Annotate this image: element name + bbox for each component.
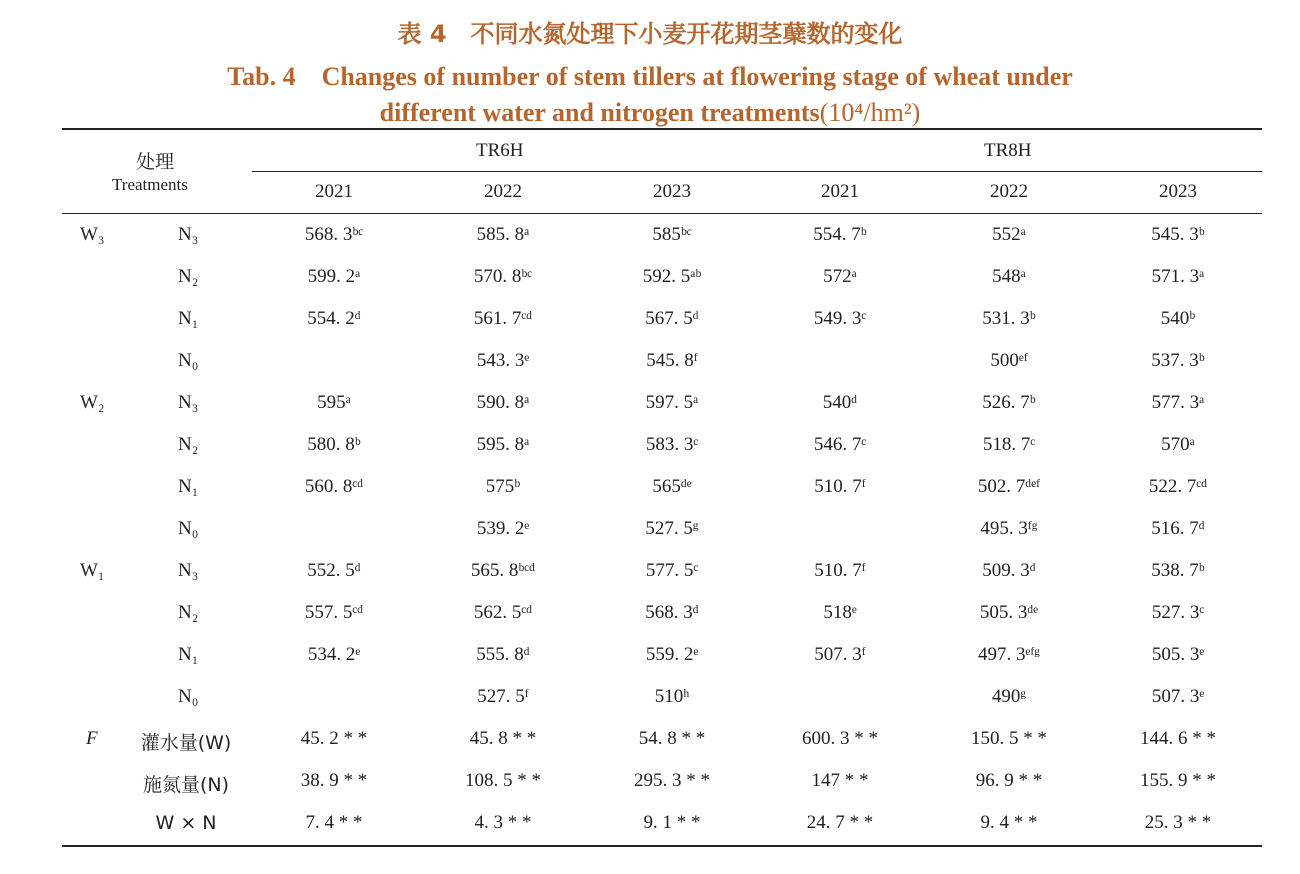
table-cell: 527. 5ᶠ <box>477 686 529 707</box>
f-value-cell: 38. 9 * * <box>300 770 368 791</box>
table-cell: 565ᵈᵉ <box>652 476 692 497</box>
nitrogen-level-label: N₃ <box>178 560 199 581</box>
table-cell: 585ᵇᶜ <box>652 224 692 245</box>
nitrogen-level-label: N₀ <box>178 518 199 539</box>
table-cell: 540ᵇ <box>1160 308 1196 329</box>
table-cell: 597. 5ᵃ <box>645 392 699 413</box>
f-value-cell: 144. 6 * * <box>1140 728 1216 749</box>
table-cell: 545. 3ᵇ <box>1151 224 1205 245</box>
table-cell: 540ᵈ <box>822 392 858 413</box>
table-cell: 507. 3ᵉ <box>1151 686 1205 707</box>
table-cell: 502. 7ᵈᵉᶠ <box>977 476 1041 497</box>
f-value-cell: 108. 5 * * <box>465 770 541 791</box>
f-value-cell: 600. 3 * * <box>802 728 878 749</box>
water-level-label: W₁ <box>80 560 105 581</box>
table-cell: 543. 3ᵉ <box>476 350 530 371</box>
nitrogen-level-label: N₁ <box>178 644 199 665</box>
table-cell: 560. 8ᶜᵈ <box>304 476 364 497</box>
table-cell: 495. 3ᶠᵍ <box>980 518 1038 539</box>
table-cell: 580. 8ᵇ <box>307 434 361 455</box>
table-cell: 561. 7ᶜᵈ <box>473 308 533 329</box>
table-title-en-line1: Tab. 4 Changes of number of stem tillers at flowering stage of wheat under <box>227 62 1073 91</box>
f-value-cell: 24. 7 * * <box>806 812 874 833</box>
table-cell: 562. 5ᶜᵈ <box>473 602 533 623</box>
table-cell: 548ᵃ <box>992 266 1026 287</box>
table-cell: 595ᵃ <box>317 392 351 413</box>
table-cell: 490ᵍ <box>991 686 1027 707</box>
table-cell: 507. 3ᶠ <box>814 644 866 665</box>
table-cell: 510. 7ᶠ <box>814 476 866 497</box>
f-value-cell: 155. 9 * * <box>1140 770 1216 791</box>
table-cell: 522. 7ᶜᵈ <box>1148 476 1208 497</box>
table-cell: 554. 2ᵈ <box>307 308 361 329</box>
table-cell: 552. 5ᵈ <box>307 560 361 581</box>
bottom-rule <box>62 845 1262 847</box>
table-cell: 505. 3ᵈᵉ <box>979 602 1039 623</box>
nitrogen-level-label: N₃ <box>178 392 199 413</box>
table-cell: 568. 3ᵇᶜ <box>304 224 364 245</box>
table-cell: 534. 2ᵉ <box>307 644 361 665</box>
table-unit: (10⁴/hm²) <box>819 98 921 127</box>
f-value-cell: 147 * * <box>811 770 869 791</box>
table-title-en-line2 <box>0 98 1300 128</box>
nitrogen-level-label: N₂ <box>178 266 199 287</box>
table-cell: 577. 3ᵃ <box>1151 392 1205 413</box>
table-cell: 500ᵉᶠ <box>990 350 1028 371</box>
treatments-header-en: Treatments <box>112 175 188 194</box>
treatments-header-cn: 处理 <box>136 151 175 173</box>
f-statistic-label: F <box>86 728 98 749</box>
table-cell: 590. 8ᵃ <box>476 392 530 413</box>
table-cell: 599. 2ᵃ <box>307 266 361 287</box>
table-cell: 592. 5ᵃᵇ <box>642 266 702 287</box>
nitrogen-level-label: N₀ <box>178 350 199 371</box>
f-factor-label: 施氮量(N) <box>142 774 230 796</box>
table-cell: 545. 8ᶠ <box>646 350 698 371</box>
table-cell: 527. 5ᵍ <box>645 518 699 539</box>
year-header-cell: 2022 <box>990 181 1028 202</box>
f-value-cell: 9. 4 * * <box>980 812 1038 833</box>
table-cell: 497. 3ᵉᶠᵍ <box>977 644 1041 665</box>
water-level-label: W₂ <box>80 392 105 413</box>
year-header-cell: 2021 <box>821 181 859 202</box>
table-cell: 539. 2ᵉ <box>476 518 530 539</box>
f-value-cell: 295. 3 * * <box>634 770 710 791</box>
table-cell: 565. 8ᵇᶜᵈ <box>470 560 536 581</box>
group-header-tr8h: TR8H <box>984 140 1032 161</box>
table-cell: 526. 7ᵇ <box>982 392 1036 413</box>
table-cell: 583. 3ᶜ <box>645 434 699 455</box>
table-cell: 577. 5ᶜ <box>645 560 699 581</box>
nitrogen-level-label: N₁ <box>178 476 199 497</box>
year-header-cell: 2021 <box>315 181 353 202</box>
table-cell: 568. 3ᵈ <box>645 602 699 623</box>
table-cell: 572ᵃ <box>823 266 857 287</box>
table-cell: 559. 2ᵉ <box>645 644 699 665</box>
group-header-tr6h: TR6H <box>476 140 524 161</box>
nitrogen-level-label: N₂ <box>178 602 199 623</box>
water-level-label: W₃ <box>80 224 105 245</box>
group-rule <box>252 171 1262 172</box>
table-cell: 505. 3ᵉ <box>1151 644 1205 665</box>
table-cell: 527. 3ᶜ <box>1151 602 1205 623</box>
table-cell: 549. 3ᶜ <box>813 308 867 329</box>
table-title-cn: 表 4 不同水氮处理下小麦开花期茎蘖数的变化 <box>397 20 903 48</box>
table-cell: 557. 5ᶜᵈ <box>304 602 364 623</box>
f-value-cell: 96. 9 * * <box>975 770 1043 791</box>
top-rule <box>62 128 1262 130</box>
nitrogen-level-label: N₁ <box>178 308 199 329</box>
nitrogen-level-label: N₂ <box>178 434 199 455</box>
table-cell: 567. 5ᵈ <box>645 308 699 329</box>
table-cell: 518ᵉ <box>823 602 857 623</box>
table-cell: 509. 3ᵈ <box>982 560 1036 581</box>
table-cell: 555. 8ᵈ <box>476 644 530 665</box>
f-value-cell: 4. 3 * * <box>474 812 532 833</box>
table-cell: 531. 3ᵇ <box>982 308 1036 329</box>
year-header-cell: 2023 <box>1159 181 1197 202</box>
nitrogen-level-label: N₃ <box>178 224 199 245</box>
table-cell: 537. 3ᵇ <box>1151 350 1205 371</box>
nitrogen-level-label: N₀ <box>178 686 199 707</box>
table-cell: 554. 7ᵇ <box>813 224 867 245</box>
header-rule <box>62 213 1262 214</box>
table-cell: 570. 8ᵇᶜ <box>473 266 533 287</box>
f-value-cell: 7. 4 * * <box>305 812 363 833</box>
table-cell: 538. 7ᵇ <box>1151 560 1205 581</box>
f-value-cell: 45. 8 * * <box>469 728 537 749</box>
year-header-cell: 2023 <box>653 181 691 202</box>
table-cell: 510ʰ <box>654 686 690 707</box>
f-factor-label: W × N <box>155 812 217 834</box>
f-value-cell: 54. 8 * * <box>638 728 706 749</box>
f-value-cell: 45. 2 * * <box>300 728 368 749</box>
table-cell: 585. 8ᵃ <box>476 224 530 245</box>
table-cell: 575ᵇ <box>485 476 521 497</box>
table-cell: 510. 7ᶠ <box>814 560 866 581</box>
table-cell: 518. 7ᶜ <box>982 434 1036 455</box>
f-value-cell: 150. 5 * * <box>971 728 1047 749</box>
table-cell: 552ᵃ <box>992 224 1026 245</box>
table-title-en-line2-text: different water and nitrogen treatments <box>379 98 820 127</box>
f-factor-label: 灌水量(W) <box>140 732 232 754</box>
year-header-cell: 2022 <box>484 181 522 202</box>
f-value-cell: 9. 1 * * <box>643 812 701 833</box>
table-cell: 570ᵃ <box>1161 434 1195 455</box>
table-cell: 546. 7ᶜ <box>813 434 867 455</box>
f-value-cell: 25. 3 * * <box>1144 812 1212 833</box>
table-cell: 571. 3ᵃ <box>1151 266 1205 287</box>
table-cell: 595. 8ᵃ <box>476 434 530 455</box>
table-cell: 516. 7ᵈ <box>1151 518 1205 539</box>
